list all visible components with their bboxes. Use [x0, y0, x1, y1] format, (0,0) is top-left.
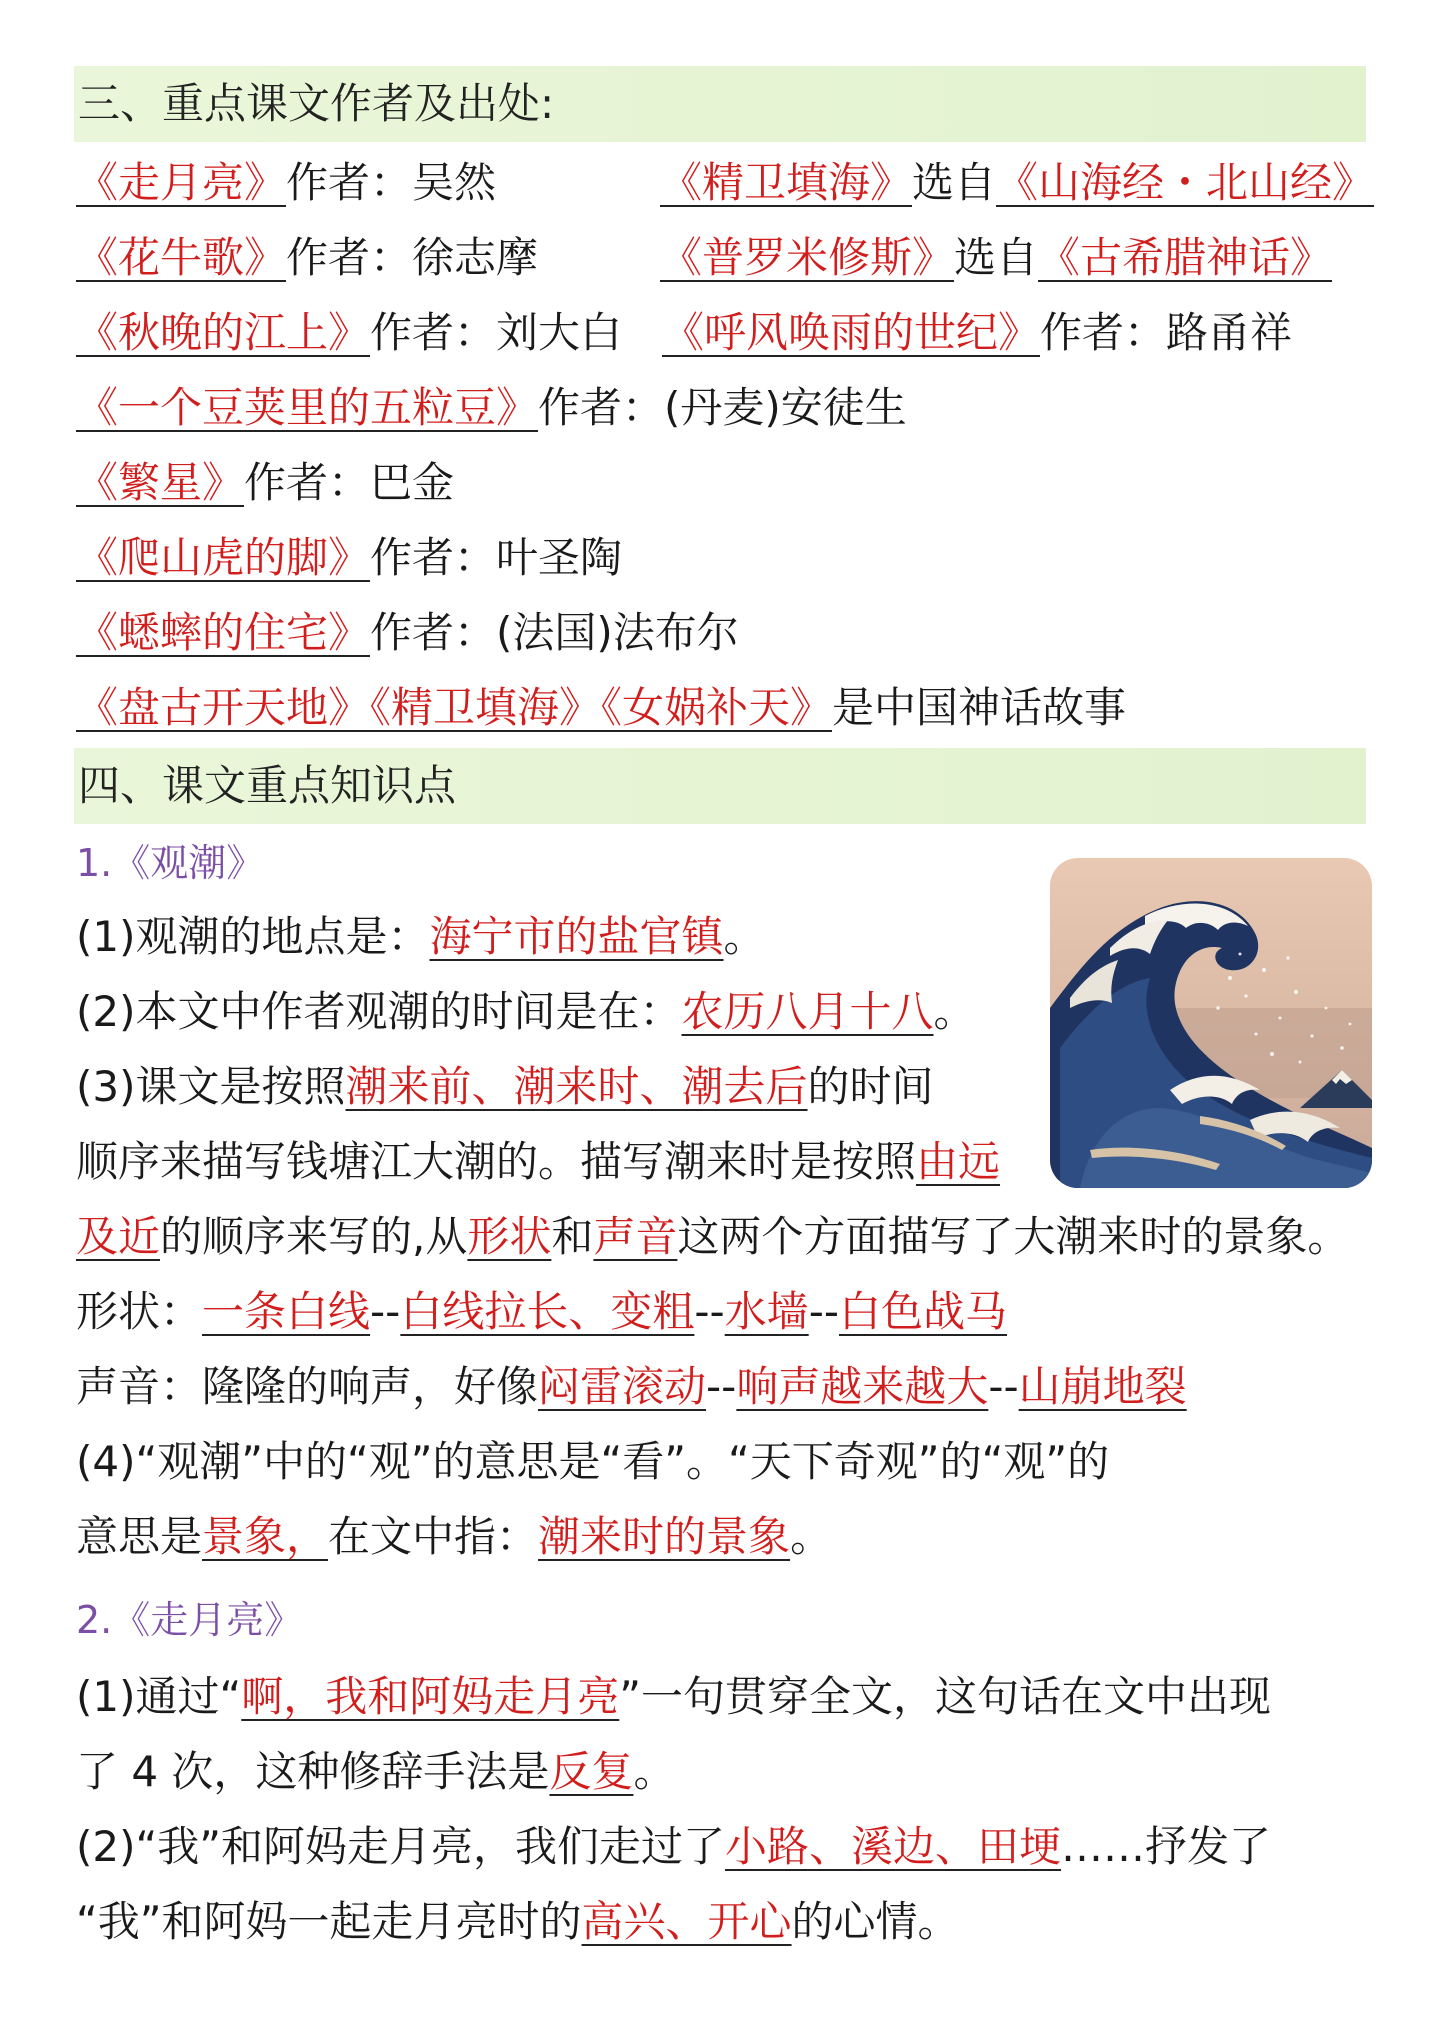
author-row-2-left: 《花牛歌》作者：徐志摩: [76, 233, 539, 282]
answer: 潮来前、潮来时、潮去后: [345, 1062, 808, 1111]
lesson-title: 《普罗米修斯》: [660, 233, 955, 282]
lesson-title: 《蟋蟀的住宅》: [76, 608, 371, 657]
answer: 景象，: [202, 1512, 329, 1561]
author-row-4: 《一个豆荚里的五粒豆》作者：(丹麦)安徒生: [76, 383, 907, 432]
lesson-title: 《精卫填海》: [660, 158, 913, 207]
lesson2-point1: (1)通过“啊，我和阿妈走月亮”一句贯穿全文，这句话在文中出现: [76, 1672, 1272, 1721]
lesson-title: 《走月亮》: [76, 158, 287, 207]
answer: 高兴、开心: [581, 1897, 792, 1946]
lesson1-point3-cont2: 及近的顺序来写的,从形状和声音这两个方面描写了大潮来时的景象。: [76, 1212, 1350, 1261]
lesson2-point2: (2)“我”和阿妈走月亮，我们走过了小路、溪边、田埂……抒发了: [76, 1822, 1272, 1871]
lesson-title: 《爬山虎的脚》: [76, 533, 371, 582]
answer: 白色战马: [839, 1287, 1008, 1336]
answer: 海宁市的盐官镇: [429, 912, 724, 961]
lesson1-point4-cont: 意思是景象，在文中指：潮来时的景象。: [76, 1512, 833, 1561]
answer: 及近: [76, 1212, 161, 1261]
author-row-1-left: 《走月亮》作者：吴然: [76, 158, 497, 207]
section4-heading: 四、课文重点知识点: [78, 761, 457, 810]
answer: 反复: [549, 1747, 634, 1796]
author-row-1-right: 《精卫填海》选自《山海经・北山经》: [660, 158, 1375, 207]
lesson1-point4: (4)“观潮”中的“观”的意思是“看”。“天下奇观”的“观”的: [76, 1437, 1110, 1486]
lesson1-point3-cont: 顺序来描写钱塘江大潮的。描写潮来时是按照由远: [76, 1137, 1001, 1186]
section3-heading: 三、重点课文作者及出处:: [78, 79, 555, 128]
author-row-8: 《盘古开天地》《精卫填海》《女娲补天》是中国神话故事: [76, 683, 1127, 732]
author-row-3-right: 《呼风唤雨的世纪》作者：路甬祥: [662, 308, 1293, 357]
answer: 形状: [467, 1212, 552, 1261]
lesson2-title: 2.《走月亮》: [76, 1598, 303, 1642]
sound-sequence: 声音：隆隆的响声，好像闷雷滚动--响声越来越大--山崩地裂: [76, 1362, 1187, 1411]
answer: 小路、溪边、田埂: [725, 1822, 1062, 1871]
author-row-2-right: 《普罗米修斯》选自《古希腊神话》: [660, 233, 1333, 282]
lesson1-point2: (2)本文中作者观潮的时间是在：农历八月十八。: [76, 987, 976, 1036]
lesson-title: 《秋晚的江上》: [76, 308, 371, 357]
lesson2-point2-cont: “我”和阿妈一起走月亮时的高兴、开心的心情。: [76, 1897, 960, 1946]
answer: 水墙: [724, 1287, 809, 1336]
answer: 潮来时的景象: [538, 1512, 791, 1561]
lesson-title: 《花牛歌》: [76, 233, 287, 282]
lesson1-point3: (3)课文是按照潮来前、潮来时、潮去后的时间: [76, 1062, 934, 1111]
answer: 声音: [593, 1212, 678, 1261]
author-row-3-left: 《秋晚的江上》作者：刘大白: [76, 308, 623, 357]
answer: 由远: [916, 1137, 1001, 1186]
author-row-6: 《爬山虎的脚》作者：叶圣陶: [76, 533, 623, 582]
lesson-title: 《呼风唤雨的世纪》: [662, 308, 1041, 357]
lesson1-title: 1.《观潮》: [76, 841, 265, 885]
answer: 闷雷滚动: [538, 1362, 707, 1411]
lesson1-point1: (1)观潮的地点是：海宁市的盐官镇。: [76, 912, 766, 961]
answer: 啊，我和阿妈走月亮: [241, 1672, 620, 1721]
answer: 一条白线: [202, 1287, 371, 1336]
answer: 山崩地裂: [1018, 1362, 1187, 1411]
author-row-5: 《繁星》作者：巴金: [76, 458, 455, 507]
answer: 农历八月十八: [681, 987, 934, 1036]
myth-titles: 《盘古开天地》《精卫填海》《女娲补天》: [76, 683, 833, 732]
answer: 响声越来越大: [736, 1362, 989, 1411]
author-row-7: 《蟋蟀的住宅》作者：(法国)法布尔: [76, 608, 739, 657]
source-title: 《山海经・北山经》: [996, 158, 1375, 207]
lesson-title: 《一个豆荚里的五粒豆》: [76, 383, 539, 432]
lesson2-point1-cont: 了 4 次，这种修辞手法是反复。: [76, 1747, 676, 1796]
lesson-title: 《繁星》: [76, 458, 245, 507]
source-title: 《古希腊神话》: [1038, 233, 1333, 282]
great-wave-icon: [1050, 858, 1372, 1188]
answer: 白线拉长、变粗: [400, 1287, 695, 1336]
shape-sequence: 形状：一条白线--白线拉长、变粗--水墙--白色战马: [76, 1287, 1008, 1336]
